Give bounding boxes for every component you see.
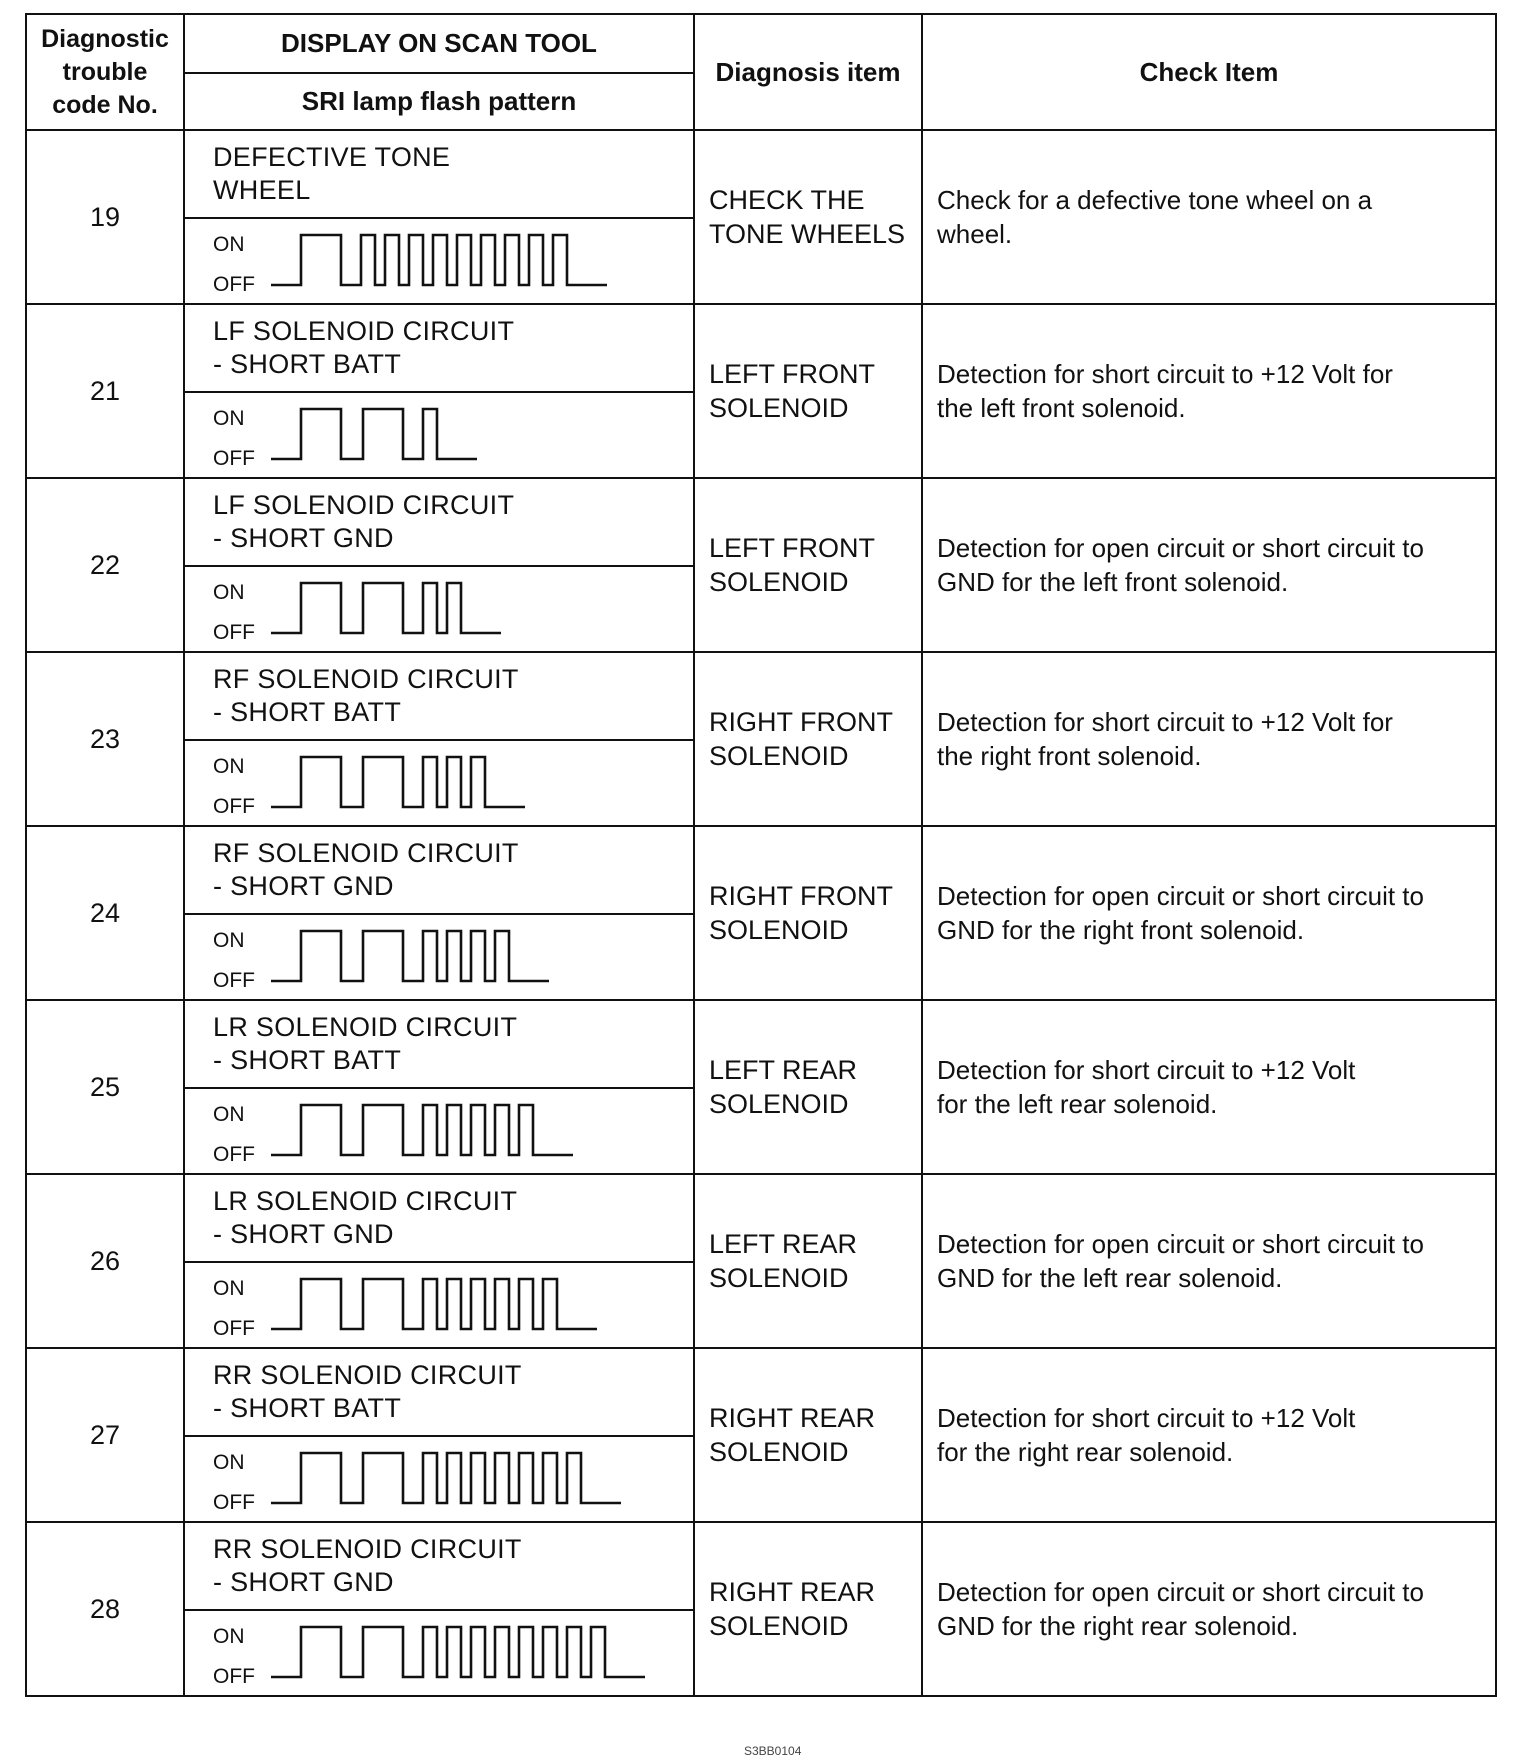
diagnosis-line: SOLENOID	[709, 1611, 849, 1641]
header-code-no	[26, 14, 184, 130]
scan-tool-display	[184, 826, 694, 914]
diagnosis-line: LEFT REAR	[709, 1055, 858, 1085]
dtc-code: 28	[26, 1522, 184, 1696]
sri-lamp-flash-pattern	[184, 914, 694, 1000]
scan-tool-display	[184, 652, 694, 740]
display-line: - SHORT GND	[213, 523, 394, 553]
off-label: OFF	[213, 1143, 255, 1166]
display-line: LR SOLENOID CIRCUIT	[213, 1186, 518, 1216]
diagnosis-line: SOLENOID	[709, 1263, 849, 1293]
diagnosis-line: RIGHT REAR	[709, 1577, 876, 1607]
on-label: ON	[213, 1277, 245, 1300]
diagnosis-item	[694, 1522, 922, 1696]
flash-pattern-waveform	[271, 1445, 681, 1511]
dtc-code: 19	[26, 130, 184, 304]
scan-tool-display	[184, 1174, 694, 1262]
display-line: RF SOLENOID CIRCUIT	[213, 664, 519, 694]
display-line: - SHORT BATT	[213, 349, 402, 379]
dtc-code: 27	[26, 1348, 184, 1522]
sri-lamp-flash-pattern	[184, 1610, 694, 1696]
on-label: ON	[213, 1625, 245, 1648]
diagnosis-item	[694, 1348, 922, 1522]
diagnosis-line: RIGHT FRONT	[709, 881, 893, 911]
on-label: ON	[213, 929, 245, 952]
display-line: LF SOLENOID CIRCUIT	[213, 490, 515, 520]
check-item	[922, 826, 1496, 1000]
table-row	[26, 478, 1496, 566]
flash-pattern-line	[271, 409, 477, 459]
check-item	[922, 1000, 1496, 1174]
display-line: - SHORT BATT	[213, 1393, 402, 1423]
flash-pattern-line	[271, 757, 525, 807]
on-label: ON	[213, 233, 245, 256]
scan-tool-display	[184, 130, 694, 218]
display-line: - SHORT BATT	[213, 697, 402, 727]
flash-pattern-line	[271, 1627, 645, 1677]
check-item	[922, 478, 1496, 652]
table-row	[26, 130, 1496, 218]
off-label: OFF	[213, 969, 255, 992]
flash-pattern-waveform	[271, 575, 681, 641]
check-line: Detection for short circuit to +12 Volt for	[937, 359, 1393, 389]
header-diagnosis-item: Diagnosis item	[694, 14, 922, 130]
display-line: LR SOLENOID CIRCUIT	[213, 1012, 518, 1042]
check-line: Detection for short circuit to +12 Volt	[937, 1403, 1356, 1433]
display-line: RR SOLENOID CIRCUIT	[213, 1360, 522, 1390]
flash-pattern-waveform	[271, 1619, 681, 1685]
check-line: Detection for open circuit or short circuit to	[937, 881, 1424, 911]
diagnosis-item	[694, 1000, 922, 1174]
off-label: OFF	[213, 1317, 255, 1340]
off-label: OFF	[213, 795, 255, 818]
scan-tool-display	[184, 304, 694, 392]
scan-tool-display	[184, 478, 694, 566]
flash-pattern-waveform	[271, 923, 681, 989]
off-label: OFF	[213, 273, 255, 296]
table-row	[26, 1000, 1496, 1088]
diagnosis-line: SOLENOID	[709, 1089, 849, 1119]
header-display-on-scan-tool: DISPLAY ON SCAN TOOL	[184, 14, 694, 73]
flash-pattern-line	[271, 931, 549, 981]
table-row	[26, 826, 1496, 914]
flash-pattern-waveform	[271, 1271, 681, 1337]
check-item	[922, 130, 1496, 304]
sri-lamp-flash-pattern	[184, 1436, 694, 1522]
diagnosis-line: SOLENOID	[709, 393, 849, 423]
table-row	[26, 652, 1496, 740]
sri-lamp-flash-pattern	[184, 218, 694, 304]
check-line: the right front solenoid.	[937, 741, 1202, 771]
display-line: - SHORT GND	[213, 1567, 394, 1597]
on-label: ON	[213, 1103, 245, 1126]
check-line: wheel.	[937, 219, 1013, 249]
check-item	[922, 304, 1496, 478]
flash-pattern-waveform	[271, 749, 681, 815]
dtc-code: 22	[26, 478, 184, 652]
diagnosis-line: LEFT FRONT	[709, 359, 876, 389]
table-row	[26, 1522, 1496, 1610]
diagnosis-line: TONE WHEELS	[709, 219, 906, 249]
diagnosis-item	[694, 652, 922, 826]
dtc-code: 21	[26, 304, 184, 478]
check-item	[922, 1174, 1496, 1348]
display-line: - SHORT GND	[213, 1219, 394, 1249]
check-line: GND for the right rear solenoid.	[937, 1611, 1299, 1641]
check-line: GND for the left front solenoid.	[937, 567, 1289, 597]
display-line: DEFECTIVE TONE	[213, 142, 451, 172]
flash-pattern-line	[271, 583, 501, 633]
check-line: Detection for open circuit or short circuit to	[937, 1577, 1424, 1607]
display-line: LF SOLENOID CIRCUIT	[213, 316, 515, 346]
check-line: GND for the left rear solenoid.	[937, 1263, 1283, 1293]
on-label: ON	[213, 1451, 245, 1474]
table-row	[26, 1348, 1496, 1436]
dtc-code: 23	[26, 652, 184, 826]
flash-pattern-waveform	[271, 401, 681, 467]
dtc-rows	[26, 130, 1496, 1696]
diagnosis-item	[694, 1174, 922, 1348]
scan-tool-display	[184, 1000, 694, 1088]
display-line: - SHORT GND	[213, 871, 394, 901]
diagnosis-item	[694, 826, 922, 1000]
diagnosis-line: SOLENOID	[709, 567, 849, 597]
dtc-table	[25, 13, 1497, 1697]
diagnosis-line: RIGHT FRONT	[709, 707, 893, 737]
diagnosis-line: CHECK THE	[709, 185, 865, 215]
check-item	[922, 652, 1496, 826]
flash-pattern-waveform	[271, 1097, 681, 1163]
diagnosis-line: LEFT REAR	[709, 1229, 858, 1259]
check-line: Check for a defective tone wheel on a	[937, 185, 1373, 215]
off-label: OFF	[213, 1491, 255, 1514]
diagnosis-item	[694, 304, 922, 478]
scan-tool-display	[184, 1522, 694, 1610]
sri-lamp-flash-pattern	[184, 1262, 694, 1348]
sri-lamp-flash-pattern	[184, 392, 694, 478]
diagnosis-line: SOLENOID	[709, 915, 849, 945]
flash-pattern-line	[271, 1453, 621, 1503]
header-check-item: Check Item	[922, 14, 1496, 130]
scan-tool-display	[184, 1348, 694, 1436]
check-line: Detection for open circuit or short circuit to	[937, 533, 1424, 563]
flash-pattern-line	[271, 1105, 573, 1155]
table-row	[26, 304, 1496, 392]
dtc-code: 24	[26, 826, 184, 1000]
flash-pattern-line	[271, 1279, 597, 1329]
dtc-code: 25	[26, 1000, 184, 1174]
header-code-line: trouble	[62, 57, 148, 86]
display-line: RF SOLENOID CIRCUIT	[213, 838, 519, 868]
diagnosis-item	[694, 130, 922, 304]
check-item	[922, 1522, 1496, 1696]
check-item	[922, 1348, 1496, 1522]
display-line: - SHORT BATT	[213, 1045, 402, 1075]
check-line: Detection for short circuit to +12 Volt for	[937, 707, 1393, 737]
off-label: OFF	[213, 447, 255, 470]
sri-lamp-flash-pattern	[184, 1088, 694, 1174]
display-line: RR SOLENOID CIRCUIT	[213, 1534, 522, 1564]
flash-pattern-line	[271, 235, 607, 285]
off-label: OFF	[213, 621, 255, 644]
on-label: ON	[213, 407, 245, 430]
display-line: WHEEL	[213, 175, 311, 205]
table-row	[26, 1174, 1496, 1262]
check-line: the left front solenoid.	[937, 393, 1186, 423]
dtc-table-sheet	[25, 13, 1497, 1697]
diagnosis-line: RIGHT REAR	[709, 1403, 876, 1433]
dtc-code: 26	[26, 1174, 184, 1348]
diagnosis-line: SOLENOID	[709, 741, 849, 771]
check-line: GND for the right front solenoid.	[937, 915, 1305, 945]
off-label: OFF	[213, 1665, 255, 1688]
diagnosis-item	[694, 478, 922, 652]
on-label: ON	[213, 755, 245, 778]
diagnosis-line: LEFT FRONT	[709, 533, 876, 563]
header-code-line: code No.	[52, 90, 158, 119]
flash-pattern-waveform	[271, 227, 681, 293]
header-code-line: Diagnostic	[41, 24, 169, 53]
check-line: Detection for short circuit to +12 Volt	[937, 1055, 1356, 1085]
sri-lamp-flash-pattern	[184, 740, 694, 826]
on-label: ON	[213, 581, 245, 604]
header-sri-lamp-flash-pattern: SRI lamp flash pattern	[184, 73, 694, 130]
figure-code: S3BB0104	[744, 1744, 802, 1758]
check-line: Detection for open circuit or short circuit to	[937, 1229, 1424, 1259]
check-line: for the right rear solenoid.	[937, 1437, 1234, 1467]
sri-lamp-flash-pattern	[184, 566, 694, 652]
diagnosis-line: SOLENOID	[709, 1437, 849, 1467]
check-line: for the left rear solenoid.	[937, 1089, 1218, 1119]
